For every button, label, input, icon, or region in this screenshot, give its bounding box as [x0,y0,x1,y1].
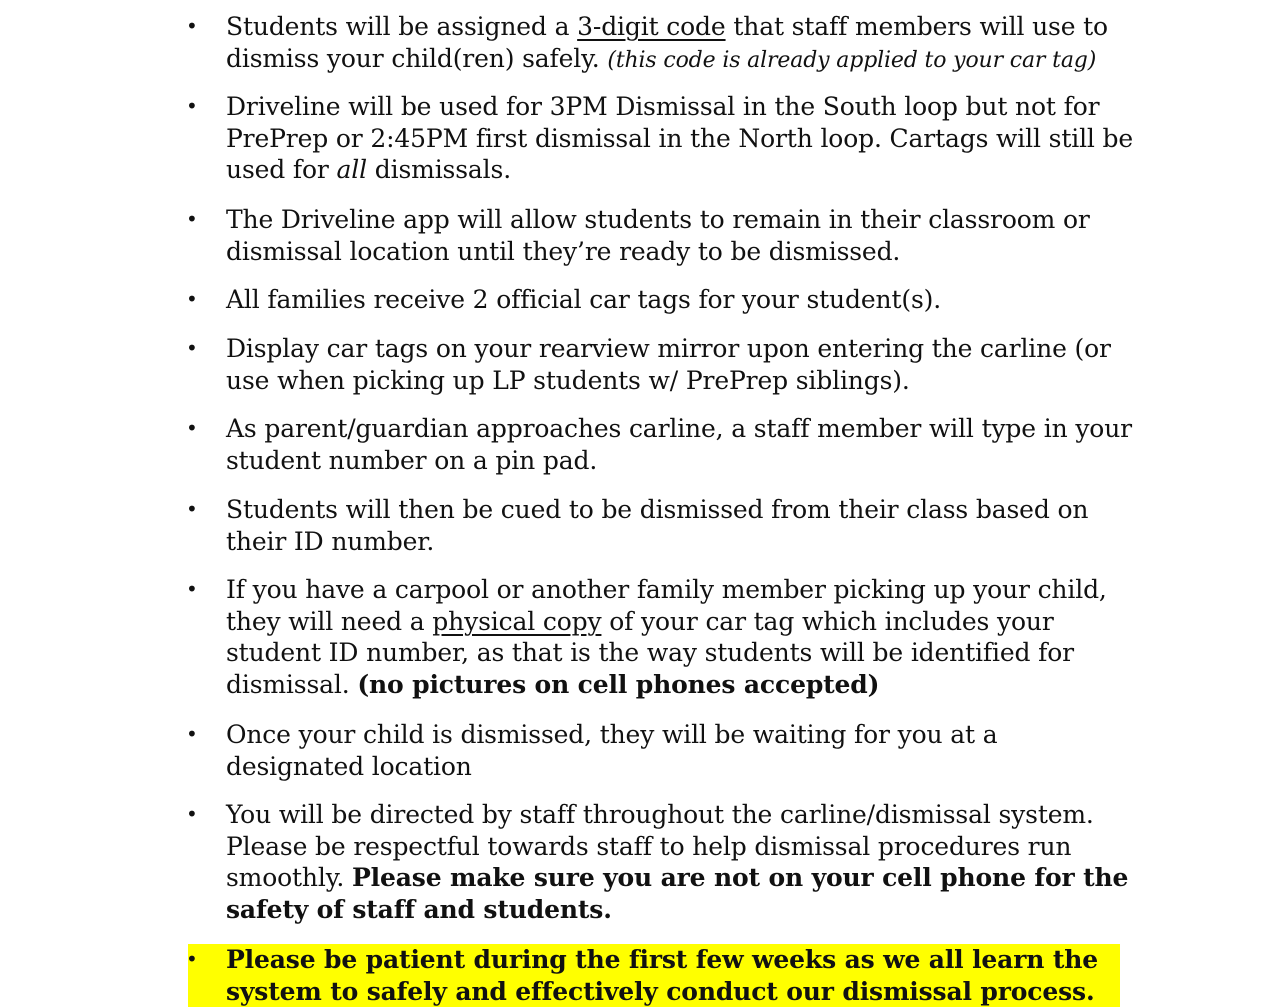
bullet-icon: • [186,416,198,440]
list-item [180,574,1140,700]
text-run: Driveline will be used for 3PM Dismissal in the South loop but not for PrePrep or 2:45PM first dismissal in the North loop. Cartags will still be used for [226,92,1134,184]
bullet-icon: • [186,287,198,311]
bold-text: (no pictures on cell phones accepted) [357,669,880,699]
list-item [180,719,1140,782]
list-item [180,333,1140,396]
bullet-icon: • [186,207,198,231]
list-item-text [226,719,1140,782]
list-item-highlighted [188,944,1120,1007]
text-run: As parent/guardian approaches carline, a staff member will type in your student number on a pin pad. [226,414,1132,475]
list-item [180,11,1140,76]
list-item [180,494,1140,557]
bullet-icon: • [186,497,198,521]
text-run: Once your child is dismissed, they will be waiting for you at a designated location [226,720,998,781]
list-item-text [226,11,1140,76]
bullet-icon: • [186,94,198,118]
text-run: The Driveline app will allow students to remain in their classroom or dismissal location until they’re ready to be dismissed. [226,205,1090,266]
list-item-text [226,91,1140,186]
text-run: Students will be assigned a [226,12,578,41]
list-item-text [226,333,1140,396]
list-item-text [226,284,1140,316]
text-run: Display car tags on your rearview mirror upon entering the carline (or use when picking up LP students w/ PrePrep siblings). [226,334,1111,395]
text-run: If you have a carpool or another family member picking up your child, they will need a [226,575,1107,636]
text-run: dismissals. [366,155,511,184]
list-item [180,284,1140,316]
text-run: Students will then be cued to be dismissed from their class based on their ID number. [226,495,1089,556]
list-item-text [226,944,1120,1007]
list-item-text [226,574,1140,700]
bullet-icon: • [186,947,198,971]
underlined-text: physical copy [432,606,602,636]
bullet-icon: • [186,14,198,38]
list-item-text [226,494,1140,557]
list-item [180,204,1140,267]
list-item [180,799,1140,925]
underlined-text: 3-digit code [577,12,726,41]
text-run: of your car tag which includes your student ID number, as that is the way students will be identified for dismissal. [226,606,1074,699]
text-run: All families receive 2 official car tags for your student(s). [226,285,942,314]
list-item-text [226,413,1140,476]
text-run: that staff members will use to dismiss your child(ren) safely. [226,12,1108,73]
italic-note: (this code is already applied to your car tag) [607,47,1097,73]
list-item [180,91,1140,186]
bullet-icon: • [186,336,198,360]
bold-text: Please be patient during the first few weeks as we all learn the system to safely and effectively conduct our dismissal process. [226,945,1099,1006]
bold-text: Please make sure you are not on your cell phone for the safety of staff and students. [226,863,1129,924]
bullet-icon: • [186,802,198,826]
list-item-text [226,799,1140,925]
bullet-icon: • [186,722,198,746]
list-item [180,413,1140,476]
list-item-text [226,204,1140,267]
italic-text: all [336,155,367,184]
text-run: You will be directed by staff throughout the carline/dismissal system. Please be respectful towards staff to help dismissal procedures run smoothly. [226,800,1094,892]
bullet-icon: • [186,577,198,601]
